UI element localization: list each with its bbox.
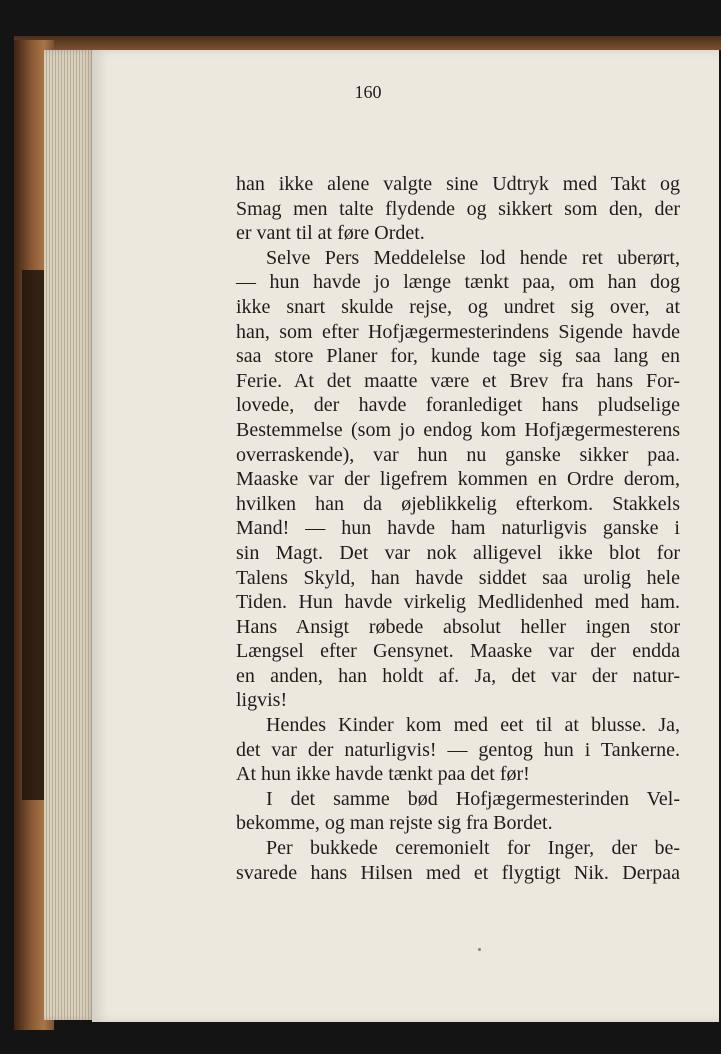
text-line: Mand! — hun havde ham naturligvis ganske i <box>236 517 680 540</box>
text-line: hvilken han da øjeblikkelig efterkom. Stakkels <box>236 492 680 515</box>
book-cover-top-edge <box>14 36 721 50</box>
text-line: Maaske var der ligefrem kommen en Ordre derom, <box>236 468 680 491</box>
text-line: Tiden. Hun havde virkelig Medlidenhed med ham. <box>236 591 680 614</box>
text-line: Smag men talte flydende og sikkert som den, der <box>236 197 680 220</box>
text-line: saa store Planer for, kunde tage sig saa lang en <box>236 345 680 368</box>
text-line: han ikke alene valgte sine Udtryk med Takt og <box>236 173 680 195</box>
text-line: lovede, der havde foranlediget hans pludselige <box>236 394 680 417</box>
text-line: I det samme bød Hofjægermesterinden Vel- <box>266 787 680 810</box>
text-line: — hun havde jo længe tænkt paa, om han dog <box>236 271 680 294</box>
text-line: Hendes Kinder kom med eet til at blusse. Ja, <box>266 714 680 737</box>
text-line: det var der naturligvis! — gentog hun i Tankerne. <box>236 738 680 761</box>
text-line: er vant til at føre Ordet. <box>236 222 425 245</box>
paper-speck <box>478 948 481 951</box>
text-line: Selve Pers Meddelelse lod hende ret uberørt, <box>266 246 680 269</box>
text-line: sin Magt. Det var nok alligevel ikke blot for <box>236 541 680 564</box>
text-line: Hans Ansigt røbede absolut heller ingen stor <box>236 615 680 638</box>
text-line: svarede hans Hilsen med et flygtigt Nik. Derpaa <box>236 861 680 884</box>
text-line: Bestemmelse (som jo endog kom Hofjægermesterens <box>236 418 680 441</box>
text-line: en anden, han holdt af. Ja, det var der natur- <box>236 664 680 687</box>
text-line: Ferie. At det maatte være et Brev fra hans For- <box>236 369 680 392</box>
text-line: ligvis! <box>236 689 288 712</box>
page-number: 160 <box>354 82 382 102</box>
text-line: Talens Skyld, han havde siddet saa urolig hele <box>236 566 680 589</box>
spine-shadow <box>22 270 44 800</box>
text-line: Per bukkede ceremonielt for Inger, der be- <box>266 837 680 860</box>
text-line: han, som efter Hofjægermesterindens Sigende havde <box>236 320 680 343</box>
text-line: bekomme, og man rejste sig fra Bordet. <box>236 812 553 835</box>
text-line: At hun ikke havde tænkt paa det før! <box>236 763 530 786</box>
page-edges <box>44 50 94 1020</box>
text-line: overraskende), var hun nu ganske sikker paa. <box>236 443 680 466</box>
body-text <box>236 172 680 885</box>
text-line: ikke snart skulde rejse, og undret sig over, at <box>236 295 680 318</box>
text-line: Længsel efter Gensynet. Maaske var der endda <box>236 640 680 663</box>
